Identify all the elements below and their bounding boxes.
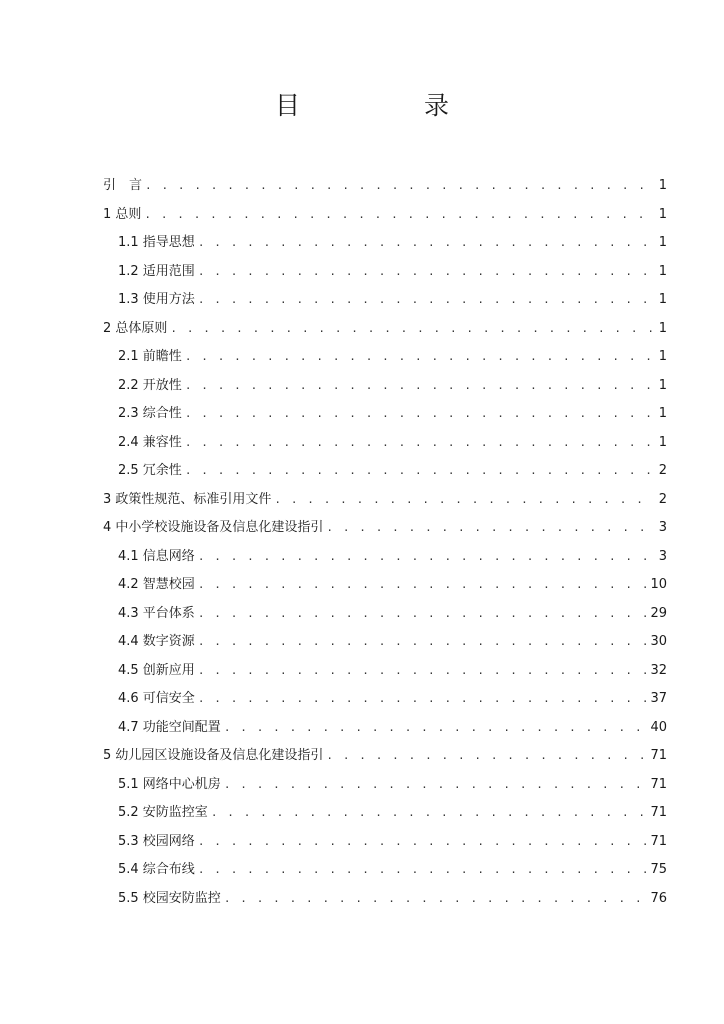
toc-entry[interactable] bbox=[103, 172, 667, 201]
toc-entry[interactable] bbox=[103, 856, 667, 885]
toc-entry[interactable] bbox=[103, 258, 667, 287]
toc-dot-leader bbox=[211, 799, 647, 828]
toc-dot-leader bbox=[198, 828, 647, 857]
toc-entry-label: 1.1 指导思想 bbox=[118, 235, 195, 250]
toc-dot-leader bbox=[326, 514, 654, 543]
toc-dot-leader bbox=[170, 315, 654, 344]
toc-entry[interactable] bbox=[103, 828, 667, 857]
toc-entry-page-number: 37 bbox=[650, 691, 667, 706]
toc-dot-leader bbox=[198, 657, 647, 686]
toc-dot-leader bbox=[198, 628, 647, 657]
toc-dot-leader bbox=[144, 201, 654, 230]
toc-entry-label: 4.1 信息网络 bbox=[118, 548, 195, 564]
toc-entry[interactable] bbox=[103, 372, 667, 401]
toc-entry-page-number: 76 bbox=[650, 890, 667, 906]
toc-entry-label: 4 中小学校设施设备及信息化建设指引 bbox=[103, 520, 324, 535]
toc-entry[interactable] bbox=[103, 600, 667, 629]
toc-entry-label: 引 言 bbox=[103, 178, 143, 193]
toc-entry[interactable] bbox=[103, 457, 667, 486]
toc-dot-leader bbox=[185, 429, 655, 458]
toc-dot-leader bbox=[274, 486, 654, 515]
toc-entry-label: 5.4 综合布线 bbox=[118, 862, 195, 877]
toc-entry[interactable] bbox=[103, 543, 667, 572]
toc-entry-label: 5 幼儿园区设施设备及信息化建设指引 bbox=[103, 748, 324, 763]
toc-entry[interactable] bbox=[103, 201, 667, 230]
toc-entry-page-number: 29 bbox=[650, 605, 667, 621]
toc-entry-page-number: 71 bbox=[650, 776, 667, 792]
toc-entry[interactable] bbox=[103, 628, 667, 657]
toc-entry-page-number: 10 bbox=[650, 577, 667, 592]
toc-entry-label: 1 总则 bbox=[103, 206, 142, 222]
toc-entry-page-number: 1 bbox=[658, 434, 667, 450]
toc-entry[interactable] bbox=[103, 400, 667, 429]
toc-dot-leader bbox=[198, 286, 655, 315]
toc-entry[interactable] bbox=[103, 714, 667, 743]
toc-entry-page-number: 1 bbox=[658, 320, 667, 336]
toc-entry-page-number: 71 bbox=[650, 748, 667, 763]
toc-dot-leader bbox=[198, 571, 647, 600]
toc-entry[interactable] bbox=[103, 771, 667, 800]
toc-entry-page-number: 71 bbox=[650, 833, 667, 849]
toc-entry-page-number: 30 bbox=[650, 634, 667, 649]
toc-entry[interactable] bbox=[103, 799, 667, 828]
toc-entry-page-number: 1 bbox=[658, 349, 667, 364]
toc-dot-leader bbox=[198, 229, 655, 258]
toc-entry[interactable] bbox=[103, 657, 667, 686]
toc-entry[interactable] bbox=[103, 685, 667, 714]
toc-title: 目 录 bbox=[275, 91, 507, 120]
toc-entry-label: 2.2 开放性 bbox=[118, 377, 182, 393]
toc-dot-leader bbox=[198, 685, 647, 714]
toc-dot-leader bbox=[224, 885, 647, 914]
toc-entry[interactable] bbox=[103, 229, 667, 258]
table-of-contents bbox=[103, 172, 667, 913]
toc-entry-label: 4.2 智慧校园 bbox=[118, 577, 195, 592]
toc-dot-leader bbox=[198, 258, 655, 287]
toc-entry[interactable] bbox=[103, 429, 667, 458]
toc-entry-label: 5.5 校园安防监控 bbox=[118, 890, 221, 906]
toc-entry[interactable] bbox=[103, 885, 667, 914]
toc-entry[interactable] bbox=[103, 286, 667, 315]
toc-entry-label: 2.3 综合性 bbox=[118, 406, 182, 421]
toc-entry-label: 2.5 冗余性 bbox=[118, 463, 182, 478]
toc-entry-page-number: 1 bbox=[658, 178, 667, 193]
toc-entry-page-number: 2 bbox=[658, 491, 667, 507]
toc-dot-leader bbox=[224, 771, 647, 800]
toc-dot-leader bbox=[185, 343, 655, 372]
toc-entry[interactable] bbox=[103, 486, 667, 515]
toc-entry[interactable] bbox=[103, 315, 667, 344]
toc-entry-page-number: 32 bbox=[650, 662, 667, 678]
toc-entry-label: 5.3 校园网络 bbox=[118, 833, 195, 849]
toc-entry-page-number: 1 bbox=[658, 235, 667, 250]
toc-entry-page-number: 1 bbox=[658, 377, 667, 393]
toc-entry-label: 4.4 数字资源 bbox=[118, 634, 195, 649]
toc-entry-label: 2 总体原则 bbox=[103, 320, 168, 336]
toc-entry-page-number: 3 bbox=[658, 520, 667, 535]
toc-entry-page-number: 1 bbox=[658, 406, 667, 421]
toc-entry-page-number: 1 bbox=[658, 206, 667, 222]
toc-entry-page-number: 71 bbox=[650, 805, 667, 820]
toc-entry[interactable] bbox=[103, 343, 667, 372]
toc-entry-label: 4.5 创新应用 bbox=[118, 662, 195, 678]
toc-entry-label: 1.2 适用范围 bbox=[118, 263, 195, 279]
toc-entry-page-number: 1 bbox=[658, 263, 667, 279]
toc-entry-label: 2.4 兼容性 bbox=[118, 434, 182, 450]
toc-entry-page-number: 75 bbox=[650, 862, 667, 877]
toc-entry[interactable] bbox=[103, 514, 667, 543]
toc-entry-label: 5.2 安防监控室 bbox=[118, 805, 208, 820]
toc-entry-page-number: 1 bbox=[658, 292, 667, 307]
toc-entry-page-number: 40 bbox=[650, 719, 667, 735]
toc-entry-label: 2.1 前瞻性 bbox=[118, 349, 182, 364]
toc-entry-label: 4.7 功能空间配置 bbox=[118, 719, 221, 735]
toc-dot-leader bbox=[185, 400, 655, 429]
toc-dot-leader bbox=[326, 742, 646, 771]
toc-dot-leader bbox=[185, 372, 655, 401]
toc-entry-label: 4.3 平台体系 bbox=[118, 605, 195, 621]
toc-entry-label: 3 政策性规范、标准引用文件 bbox=[103, 491, 272, 507]
toc-entry-page-number: 3 bbox=[658, 548, 667, 564]
toc-dot-leader bbox=[198, 543, 655, 572]
toc-entry-page-number: 2 bbox=[658, 463, 667, 478]
toc-entry-label: 4.6 可信安全 bbox=[118, 691, 195, 706]
toc-dot-leader bbox=[198, 600, 647, 629]
toc-dot-leader bbox=[185, 457, 655, 486]
toc-dot-leader bbox=[198, 856, 647, 885]
toc-entry[interactable] bbox=[103, 742, 667, 771]
toc-entry-label: 5.1 网络中心机房 bbox=[118, 776, 221, 792]
toc-entry[interactable] bbox=[103, 571, 667, 600]
toc-dot-leader bbox=[145, 172, 655, 201]
toc-entry-label: 1.3 使用方法 bbox=[118, 292, 195, 307]
toc-dot-leader bbox=[224, 714, 647, 743]
